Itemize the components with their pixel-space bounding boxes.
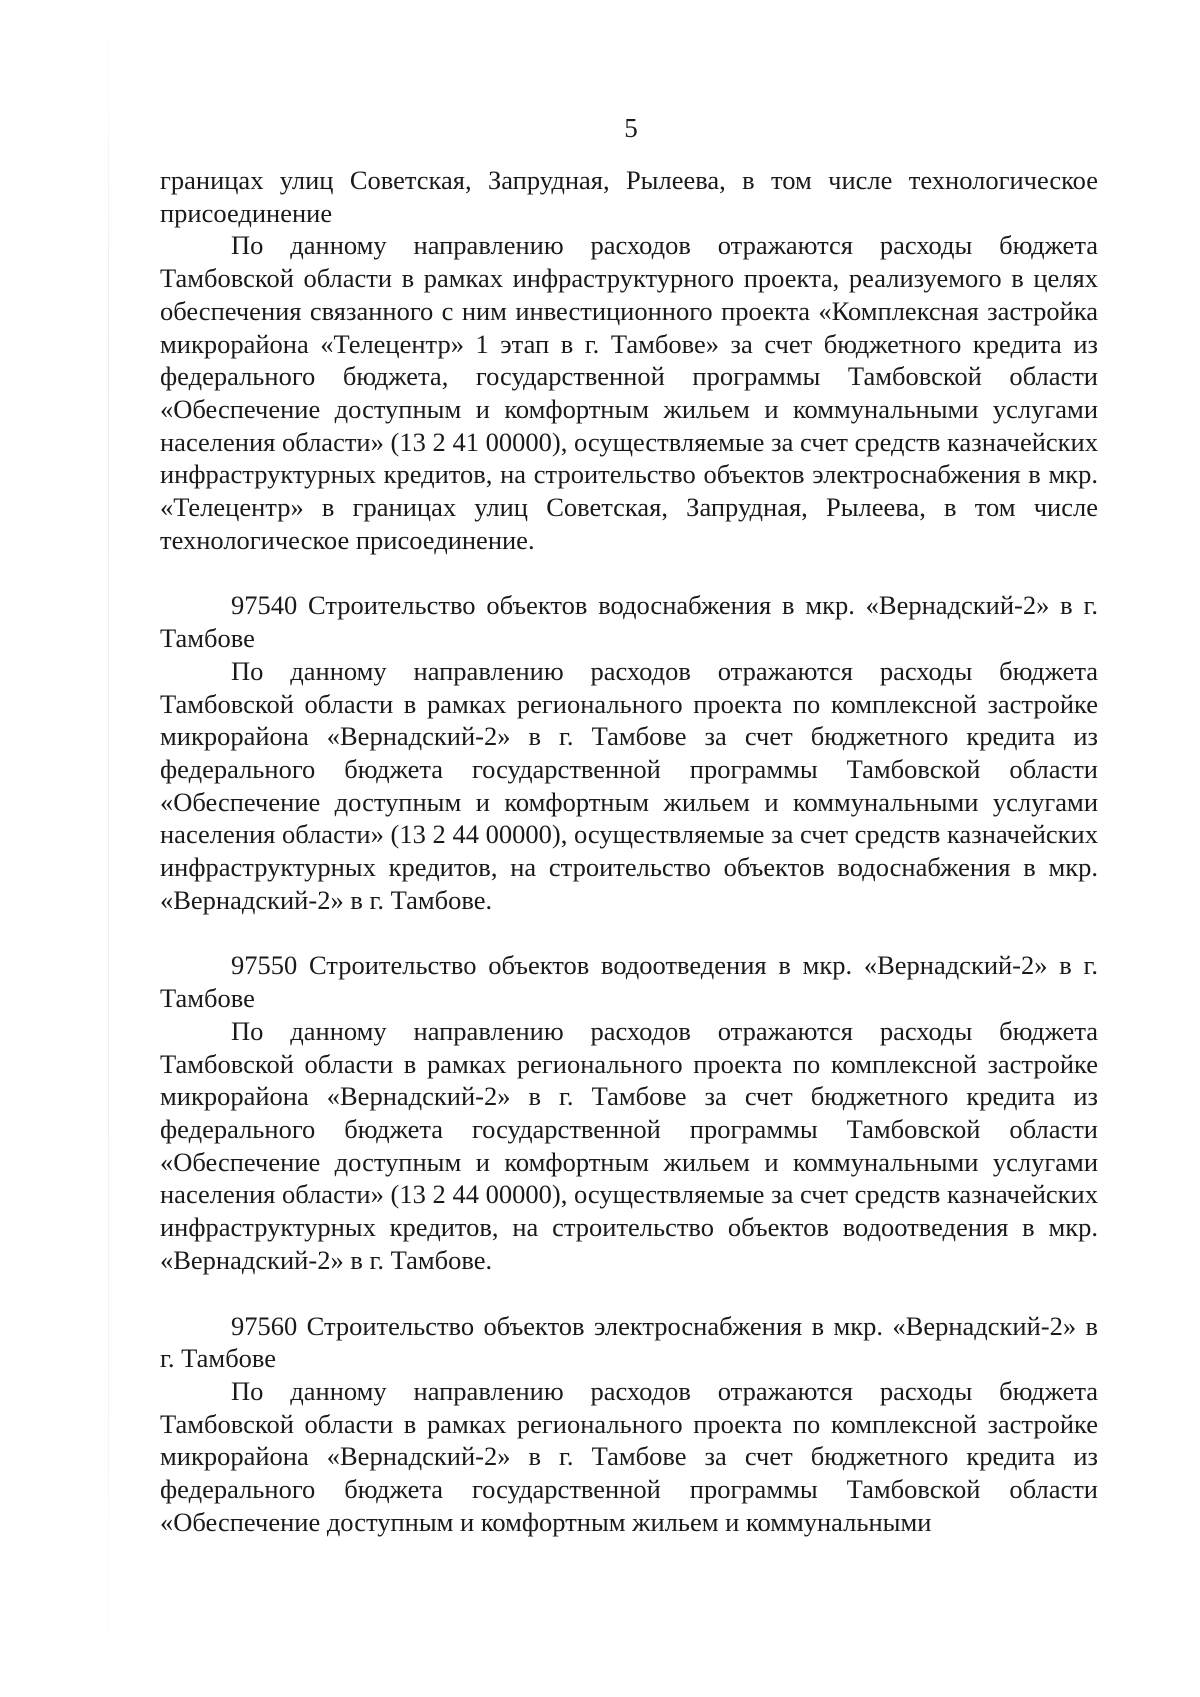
page-number: 5 [624,113,638,143]
section-97550 [160,949,1098,1276]
section-spacer [160,556,1098,589]
section-description: По данному направлению расходов отражаются расходы бюджета Тамбовской области в рамках регионального проекта по комплексной застройке микрорайона «Вернадский-2» в г. Тамбове за счет бюджетного кредита из федерального бюджета государственной программы Тамбовской области «Обеспечение доступным и комфортным жильем и коммунальными услугами населения области» (13 2 44 00000), осуществляемые за счет средств казначейских инфраструктурных кредитов, на строительство объектов водоотведения в мкр. «Вернадский-2» в г. Тамбове. [160,1015,1098,1275]
section-spacer [160,1277,1098,1310]
scan-edge-line [108,0,109,1697]
section-description: По данному направлению расходов отражаются расходы бюджета Тамбовской области в рамках регионального проекта по комплексной застройке микрорайона «Вернадский-2» в г. Тамбове за счет бюджетного кредита из федерального бюджета государственной программы Тамбовской области «Обеспечение доступным и комфортным жильем и коммунальными [160,1375,1098,1537]
section-heading: 97560 Строительство объектов электроснабжения в мкр. «Вернадский-2» в г. Тамбове [160,1310,1098,1374]
intro-heading-tail: границах улиц Советская, Запрудная, Рылеева, в том числе технологическое присоединение [160,165,1098,228]
section-heading: 97550 Строительство объектов водоотведения в мкр. «Вернадский-2» в г. Тамбове [160,950,1098,1014]
intro-description: По данному направлению расходов отражаются расходы бюджета Тамбовской области в рамках инфраструктурного проекта, реализуемого в целях обеспечения связанного с ним инвестиционного проекта «Комплексная застройка микрорайона «Телецентр» 1 этап в г. Тамбове» за счет бюджетного кредита из федерального бюджета, государственной программы Тамбовской области «Обеспечение доступным и комфортным жильем и коммунальными услугами населения области» (13 2 41 00000), осуществляемые за счет средств казначейских инфраструктурных кредитов, на строительство объектов электроснабжения в мкр. «Телецентр» в границах улиц Советская, Запрудная, Рылеева, в том числе технологическое присоединение. [160,230,1098,555]
section-97540 [160,589,1098,916]
section-description: По данному направлению расходов отражаются расходы бюджета Тамбовской области в рамках регионального проекта по комплексной застройке микрорайона «Вернадский-2» в г. Тамбове за счет бюджетного кредита из федерального бюджета государственной программы Тамбовской области «Обеспечение доступным и комфортным жильем и коммунальными услугами населения области» (13 2 44 00000), осуществляемые за счет средств казначейских инфраструктурных кредитов, на строительство объектов водоснабжения в мкр. «Вернадский-2» в г. Тамбове. [160,655,1098,915]
section-heading: 97540 Строительство объектов водоснабжения в мкр. «Вернадский-2» в г. Тамбове [160,590,1098,654]
document-body [160,164,1098,1538]
section-97560 [160,1310,1098,1539]
section-spacer [160,916,1098,949]
intro-block [160,164,1098,556]
